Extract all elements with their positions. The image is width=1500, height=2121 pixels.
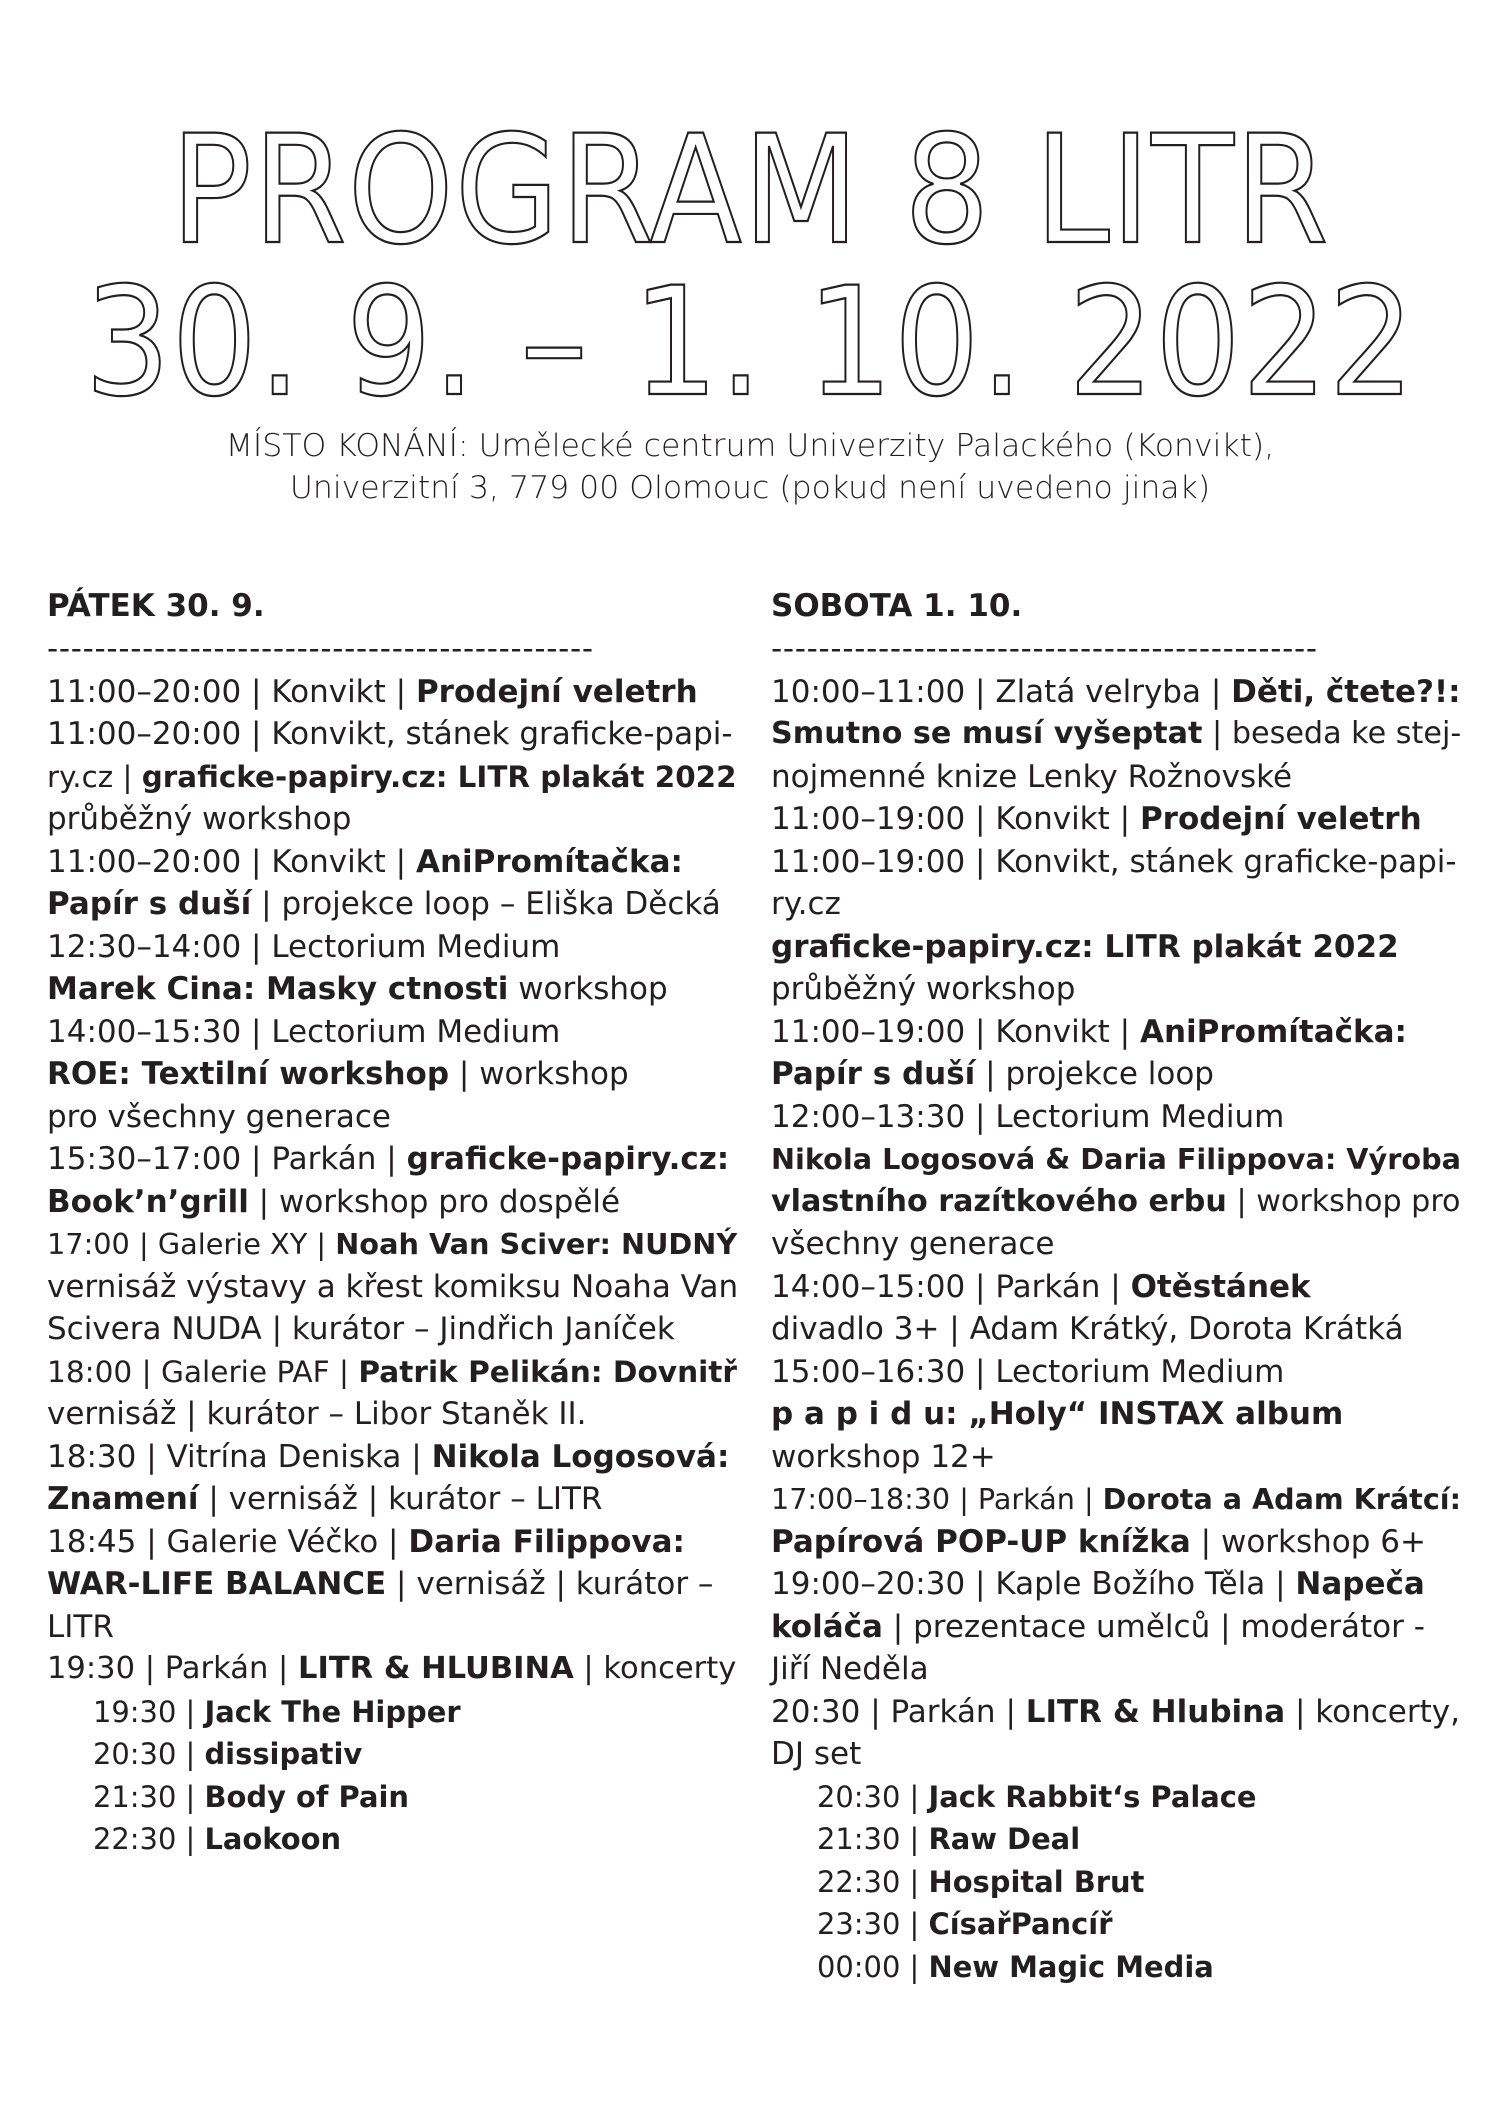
event-detail: 21:30 | [817, 1822, 929, 1856]
schedule-line [771, 926, 1461, 969]
concert-entry [771, 1946, 1461, 1989]
saturday-schedule [771, 671, 1461, 1989]
venue-line: MÍSTO KONÁNÍ: Umělecké centrum Univerzity Palackého (Konvikt), [225, 428, 1275, 464]
schedule-line [771, 756, 1461, 799]
event-detail: | projekce loop [975, 1056, 1214, 1092]
event-title: vlastního razítkového erbu [771, 1183, 1227, 1219]
event-detail: DJ set [771, 1736, 862, 1772]
schedule-line [771, 1691, 1461, 1734]
event-detail: 11:00–20:00 | Konvikt, stánek graficke-papi- [47, 716, 733, 752]
event-title: LITR & HLUBINA [298, 1651, 574, 1686]
schedule-line [47, 1223, 737, 1266]
event-detail: ry.cz [771, 886, 841, 922]
event-detail: 19:30 | Parkán | [47, 1651, 299, 1686]
event-title: New Magic Media [928, 1949, 1214, 1984]
event-title: Raw Deal [928, 1822, 1081, 1856]
event-detail: všechny generace [771, 1226, 1055, 1262]
event-detail: 18:30 | Vitrína Deniska | [47, 1438, 432, 1475]
schedule-line [47, 1308, 737, 1351]
event-detail: | workshop pro dospělé [248, 1183, 621, 1220]
event-title: Napeča [1295, 1566, 1425, 1602]
event-detail: 14:00–15:00 | Parkán | [771, 1268, 1131, 1305]
schedule-line [771, 1563, 1461, 1606]
event-title: Book’n’grill [47, 1183, 249, 1220]
event-detail: 00:00 | [817, 1949, 929, 1984]
schedule-line [47, 671, 737, 714]
schedule-line [771, 1308, 1461, 1351]
schedule-line [47, 1606, 737, 1649]
event-detail: 15:30–17:00 | Parkán | [47, 1141, 407, 1177]
program-dates: 30. 9. – 1. 10. 2022 [84, 256, 1416, 430]
schedule-line [771, 968, 1461, 1011]
event-detail: 22:30 | [817, 1864, 929, 1899]
event-title: WAR-LIFE BALANCE [47, 1566, 387, 1602]
event-title: Jack The Hipper [204, 1694, 461, 1729]
event-detail: 14:00–15:30 | Lectorium Medium [47, 1013, 561, 1050]
event-title: Prodejní veletrh [1139, 801, 1422, 837]
event-title: graficke-papiry.cz: LITR plakát 2022 [771, 928, 1399, 965]
event-detail: | projekce loop – Eliška Děcká [251, 886, 721, 922]
event-title: Znamení [47, 1481, 199, 1517]
event-detail: Jiří Neděla [771, 1651, 929, 1687]
schedule-line [47, 1351, 737, 1394]
venue-info [0, 425, 1500, 509]
event-detail: 12:00–13:30 | Lectorium Medium [771, 1098, 1285, 1135]
event-title: Nikola Logosová: [431, 1438, 730, 1475]
event-detail: | prezentace umělců | moderátor - [882, 1608, 1425, 1645]
event-detail: 23:30 | [817, 1907, 929, 1941]
event-detail: 10:00–11:00 | Zlatá velryba | [771, 673, 1232, 710]
event-detail: 12:30–14:00 | Lectorium Medium [47, 928, 561, 965]
schedule-line [47, 1393, 737, 1436]
event-detail: průběžný workshop [47, 801, 352, 837]
concert-entry [47, 1818, 737, 1861]
schedule-line [47, 1563, 737, 1606]
event-detail: průběžný workshop [771, 971, 1076, 1007]
concert-entry [771, 1776, 1461, 1819]
schedule-line [771, 1521, 1461, 1564]
event-title: Laokoon [204, 1822, 342, 1856]
schedule-line [771, 1393, 1461, 1436]
event-detail: 11:00–19:00 | Konvikt | [771, 1013, 1140, 1050]
event-detail: nojmenné knize Lenky Rožnovské [771, 758, 1293, 795]
event-detail: workshop [508, 971, 668, 1007]
event-detail: | koncerty, [1285, 1693, 1460, 1730]
concert-entry [47, 1776, 737, 1819]
schedule-line [47, 1648, 737, 1691]
event-detail: 17:00 | Galerie XY | [47, 1227, 336, 1261]
schedule-line [47, 1053, 737, 1096]
friday-schedule [47, 671, 737, 1861]
event-title: koláča [771, 1608, 883, 1645]
schedule-line [47, 926, 737, 969]
event-detail: 11:00–19:00 | Konvikt | [771, 801, 1140, 837]
schedule-line [771, 713, 1461, 756]
event-title: Otěstánek [1130, 1268, 1311, 1305]
concert-entry [47, 1691, 737, 1734]
schedule-line [771, 1011, 1461, 1054]
event-detail: 22:30 | [93, 1822, 205, 1856]
event-title: graficke-papiry.cz: LITR plakát 2022 [141, 759, 737, 794]
schedule-line [771, 841, 1461, 884]
event-detail: | beseda ke stej- [1202, 716, 1462, 751]
schedule-line [771, 1733, 1461, 1776]
schedule-line [47, 1521, 737, 1564]
event-title: Body of Pain [204, 1779, 409, 1814]
event-title: graficke-papiry.cz: [406, 1141, 730, 1177]
event-detail: 11:00–20:00 | Konvikt | [47, 673, 416, 710]
schedule-line [47, 1096, 737, 1139]
schedule-line [47, 1478, 737, 1521]
schedule-line [47, 1436, 737, 1479]
event-detail: 20:30 | Parkán | [771, 1693, 1026, 1730]
concert-entry [47, 1733, 737, 1776]
schedule-line [47, 1266, 737, 1309]
schedule-line [47, 756, 737, 799]
event-detail: 19:00–20:30 | Kaple Božího Těla | [771, 1566, 1296, 1602]
schedule-line [47, 968, 737, 1011]
event-detail: 19:30 | [93, 1694, 205, 1729]
event-title: Nikola Logosová & Daria Filippova: Výroba [771, 1142, 1462, 1176]
event-detail: 15:00–16:30 | Lectorium Medium [771, 1353, 1285, 1390]
friday-column [47, 585, 737, 1861]
event-title: Noah Van Sciver: NUDNÝ [335, 1227, 738, 1261]
schedule-line [771, 1351, 1461, 1394]
event-detail: 20:30 | [817, 1779, 929, 1814]
schedule-line [47, 1138, 737, 1181]
schedule-line [771, 1053, 1461, 1096]
event-detail: 21:30 | [93, 1779, 205, 1814]
event-title: Marek Cina: Masky ctnosti [47, 971, 509, 1007]
event-detail: 18:45 | Galerie Véčko | [47, 1523, 409, 1560]
schedule-line [771, 1138, 1461, 1181]
venue-line: Univerzitní 3, 779 00 Olomouc (pokud není uvedeno jinak) [289, 470, 1211, 506]
schedule-line [771, 798, 1461, 841]
separator-line: ---------------------------------------------- [771, 630, 1318, 666]
separator-line: ---------------------------------------------- [47, 630, 594, 666]
schedule-line [771, 1478, 1461, 1521]
event-title: Patrik Pelikán: Dovnitř [358, 1354, 738, 1389]
event-title: LITR & Hlubina [1025, 1693, 1286, 1730]
event-title: Papírová POP-UP knížka [771, 1523, 1191, 1560]
event-title: Daria Filippova: [408, 1523, 685, 1560]
event-title: Dorota a Adam Krátcí: [1102, 1482, 1462, 1516]
event-title: Jack Rabbit‘s Palace [928, 1779, 1257, 1814]
event-detail: | workshop pro [1226, 1183, 1461, 1219]
schedule-line [47, 883, 737, 926]
schedule-line [771, 883, 1461, 926]
event-detail: | workshop [449, 1056, 629, 1092]
event-detail: 18:00 | Galerie PAF | [47, 1354, 359, 1389]
program-title: PROGRAM 8 LITR [170, 104, 1330, 278]
schedule-line [47, 1181, 737, 1224]
schedule-line [771, 1096, 1461, 1139]
schedule-line [771, 1436, 1461, 1479]
event-detail: 11:00–20:00 | Konvikt | [47, 843, 416, 880]
schedule-line [771, 1648, 1461, 1691]
event-detail: vernisáž | kurátor – Libor Staněk II. [47, 1396, 587, 1432]
schedule-line [771, 1266, 1461, 1309]
event-title: Smutno se musí vyšeptat [771, 716, 1203, 751]
event-detail: workshop 12+ [771, 1438, 996, 1475]
event-title: p a p i d u: „Holy“ INSTAX album [771, 1396, 1344, 1432]
event-detail: vernisáž výstavy a křest komiksu Noaha Van [47, 1268, 739, 1305]
event-detail: | vernisáž | kurátor – LITR [198, 1481, 603, 1517]
event-detail: 20:30 | [93, 1737, 205, 1771]
event-detail: LITR [47, 1608, 114, 1645]
saturday-column [771, 585, 1461, 1988]
event-title: Papír s duší [47, 886, 252, 922]
event-title: Děti, čtete?!: [1231, 673, 1461, 710]
event-title: Prodejní veletrh [415, 673, 698, 710]
concert-entry [771, 1861, 1461, 1904]
event-title: ROE: Textilní workshop [47, 1056, 450, 1092]
concert-entry [771, 1818, 1461, 1861]
schedule-line [771, 1223, 1461, 1266]
event-title: AniPromítačka: [415, 843, 683, 880]
schedule-line [771, 1181, 1461, 1224]
event-detail: | vernisáž | kurátor – [386, 1566, 714, 1602]
concert-entry [771, 1903, 1461, 1946]
event-title: dissipativ [204, 1737, 363, 1771]
event-title: Papír s duší [771, 1056, 976, 1092]
event-title: Hospital Brut [928, 1864, 1145, 1899]
schedule-line [47, 798, 737, 841]
event-detail: 11:00–19:00 | Konvikt, stánek graficke-papi- [771, 843, 1457, 880]
schedule-line [771, 1606, 1461, 1649]
event-detail: Scivera NUDA | kurátor – Jindřich Janíček [47, 1311, 675, 1347]
schedule-line [771, 671, 1461, 714]
event-detail: pro všechny generace [47, 1098, 391, 1135]
event-detail: divadlo 3+ | Adam Krátký, Dorota Krátká [771, 1311, 1404, 1347]
event-title: AniPromítačka: [1139, 1013, 1407, 1050]
event-detail: | koncerty [573, 1651, 737, 1686]
day-heading-friday: PÁTEK 30. 9. [47, 588, 265, 624]
event-detail: ry.cz | [47, 759, 142, 794]
schedule-line [47, 1011, 737, 1054]
event-detail: 17:00–18:30 | Parkán | [771, 1482, 1103, 1516]
event-detail: | workshop 6+ [1190, 1523, 1426, 1560]
day-heading-saturday: SOBOTA 1. 10. [771, 588, 1023, 624]
event-title: CísařPancíř [928, 1907, 1113, 1941]
schedule-line [47, 841, 737, 884]
schedule-line [47, 713, 737, 756]
